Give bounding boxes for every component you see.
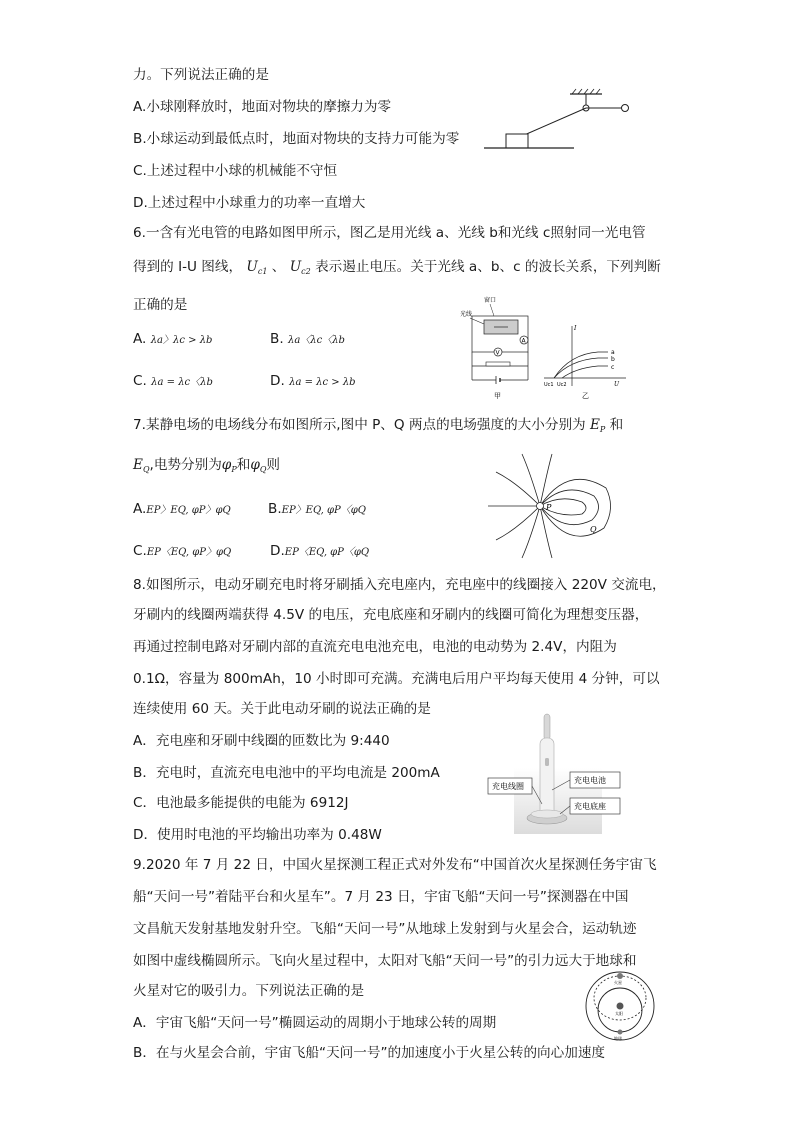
svg-text:V: V: [495, 349, 500, 357]
q9-orbit-figure: [584, 970, 658, 1042]
svg-text:b: b: [611, 356, 615, 363]
q7-option-b: B.EP〉EQ, φP〈φQ: [268, 501, 366, 517]
q6-option-c: C. λa = λc〈λb: [133, 373, 213, 389]
q9-stem-line-5: 火星对它的吸引力。下列说法正确的是: [133, 983, 365, 999]
q8-stem-line-2: 牙刷内的线圈两端获得 4.5V 的电压，充电底座和牙刷内的线圈可简化为理想变压器，: [133, 607, 649, 623]
q9-stem-line-3: 文昌航天发射基地发射升空。飞船“天问一号”从地球上发射到与火星会合，运动轨迹: [133, 921, 637, 937]
svg-text:地球: 地球: [614, 1036, 622, 1041]
q9-stem-line-1: 9.2020 年 7 月 22 日，中国火星探测工程正式对外发布“中国首次火星探测任务宇宙飞: [133, 857, 657, 873]
q5-option-a: A.小球刚释放时，地面对物块的摩擦力为零: [133, 99, 392, 115]
svg-text:甲: 甲: [494, 392, 501, 400]
q7-ep: $E_P$: [589, 417, 606, 434]
svg-text:乙: 乙: [582, 392, 589, 400]
q8-option-d: D．使用时电池的平均输出功率为 0.48W: [133, 827, 382, 843]
q6-option-a: A. λa〉λc > λb: [133, 331, 213, 347]
q7-stem-line-2: $E_Q$,电势分别为$\varphi_P$和$\varphi_Q$则: [133, 457, 280, 474]
q8-option-c: C．电池最多能提供的电能为 6912J: [133, 795, 349, 811]
svg-text:充电电池: 充电电池: [574, 776, 606, 785]
svg-text:P: P: [546, 503, 552, 512]
q5-continuation: 力。下列说法正确的是: [133, 67, 269, 83]
svg-text:A: A: [521, 337, 526, 345]
q6-option-d: D. λa = λc > λb: [270, 373, 356, 389]
q7-option-d: D.EP〈EQ, φP〈φQ: [270, 543, 370, 559]
q8-stem-line-5: 连续使用 60 天。关于此电动牙刷的说法正确的是: [133, 701, 431, 717]
svg-text:I: I: [574, 325, 577, 332]
svg-text:充电线圈: 充电线圈: [492, 782, 524, 791]
q8-stem-line-3: 再通过控制电路对牙刷内部的直流充电电池充电，电池的电动势为 2.4V，内阻为: [133, 639, 617, 655]
svg-text:火星: 火星: [614, 980, 622, 985]
svg-text:太阳: 太阳: [615, 1011, 623, 1016]
svg-text:c: c: [611, 364, 615, 371]
q7-phi-q: $\varphi_Q$: [250, 457, 267, 474]
q5-pendulum-figure: [482, 86, 632, 156]
q6-stem-line-3: 正确的是: [133, 297, 188, 313]
q6-uc1: $U_{c1}$: [246, 259, 268, 276]
q8-option-b: B．充电时，直流充电电池中的平均电流是 200mA: [133, 765, 440, 781]
q8-stem-line-4: 0.1Ω，容量为 800mAh，10 小时即可充满。充满电后用户平均每天使用 4 分钟，可以: [133, 671, 660, 687]
svg-text:窗口: 窗口: [484, 297, 497, 304]
q6-stem-line-1: 6.一含有光电管的电路如图甲所示，图乙是用光线 a、光线 b和光线 c照射同一光电管: [133, 225, 646, 241]
q7-option-c: C.EP〈EQ, φP〉φQ: [133, 543, 232, 559]
svg-text:U: U: [614, 381, 620, 388]
q8-option-a: A．充电座和牙刷中线圈的匝数比为 9:440: [133, 733, 390, 749]
svg-text:Uc2: Uc2: [557, 382, 567, 388]
q5-option-b: B.小球运动到最低点时，地面对物块的支持力可能为零: [133, 131, 460, 147]
q9-option-b: B．在与火星会合前，宇宙飞船“天问一号”的加速度小于火星公转的向心加速度: [133, 1045, 606, 1061]
svg-text:充电底座: 充电底座: [574, 802, 606, 811]
svg-text:Uc1: Uc1: [544, 382, 554, 388]
q5-option-d: D.上述过程中小球重力的功率一直增大: [133, 195, 366, 211]
q8-stem-line-1: 8.如图所示，电动牙刷充电时将牙刷插入充电座内，充电座中的线圈接入 220V 交流电，: [133, 577, 666, 593]
q9-stem-line-2: 船“天问一号”着陆平台和火星车”。7 月 23 日，宇宙飞船“天问一号”探测器在中国: [133, 889, 629, 905]
q6-stem-line-2: 得到的 I-U 图线， $U_{c1}$ 、 $U_{c2}$ 表示遏止电压。关于光线 a、b、c 的波长关系，下列判断: [133, 259, 661, 276]
q7-eq: $E_Q$: [133, 457, 150, 474]
q7-phi-p: $\varphi_P$: [221, 457, 237, 474]
q7-stem-line-1: 7.某静电场的电场线分布如图所示,图中 P、Q 两点的电场强度的大小分别为 $E_P$ 和: [133, 417, 624, 434]
q8-toothbrush-figure: [486, 708, 630, 834]
q6-option-b: B. λa〈λc〈λb: [270, 331, 345, 347]
q5-option-c: C.上述过程中小球的机械能不守恒: [133, 163, 338, 179]
q7-field-lines-figure: [486, 452, 618, 560]
q6-uc2: $U_{c2}$: [289, 259, 311, 276]
q9-option-a: A．宇宙飞船“天问一号”椭圆运动的周期小于地球公转的周期: [133, 1015, 497, 1031]
q6-photocell-figure: [458, 294, 630, 404]
svg-text:光线: 光线: [460, 311, 473, 318]
q9-stem-line-4: 如图中虚线椭圆所示。飞向火星过程中，太阳对飞船“天问一号”的引力远大于地球和: [133, 953, 637, 969]
q7-option-a: A.EP〉EQ, φP〉φQ: [133, 501, 231, 517]
svg-text:Q: Q: [590, 525, 597, 534]
svg-text:a: a: [611, 349, 615, 356]
